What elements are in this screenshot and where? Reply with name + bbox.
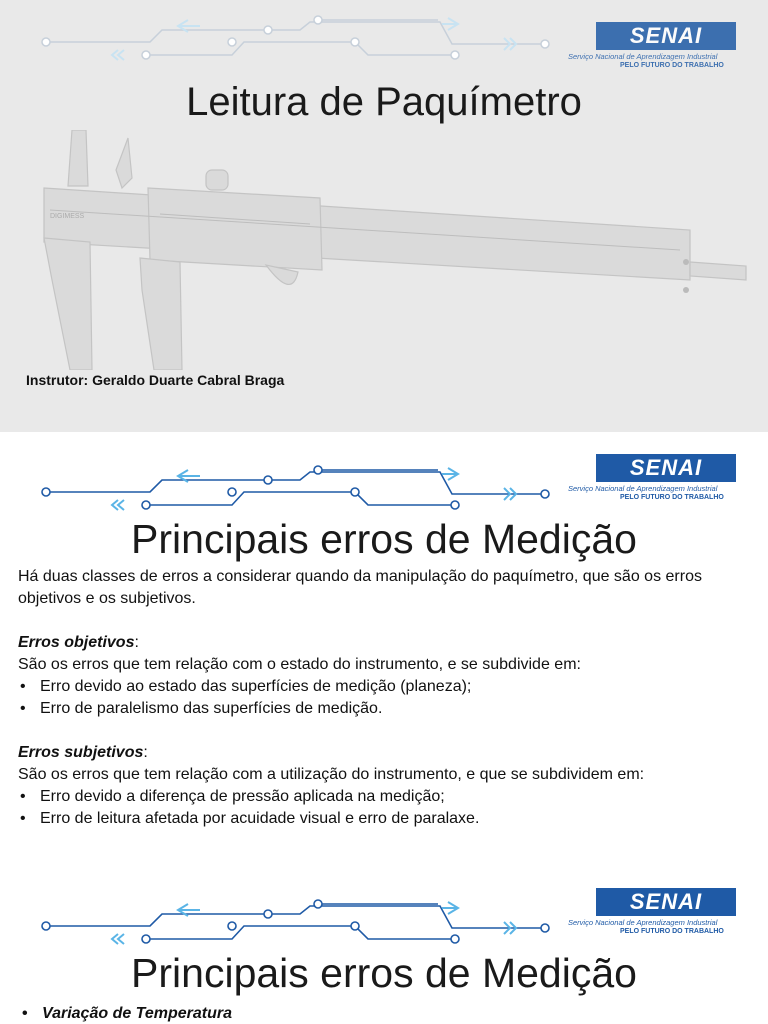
circuit-decoration: [0, 884, 560, 954]
logo-wordmark: SENAI: [596, 454, 736, 482]
slide-3: [0, 864, 768, 1024]
list-item: • Erro devido a diferença de pressão aplicada na medição;: [18, 786, 758, 808]
slide-2-body: [18, 566, 758, 830]
senai-logo: [566, 454, 741, 501]
caliper-brand: DIGIMESS: [50, 213, 85, 220]
intro-paragraph: Há duas classes de erros a considerar quando da manipulação do paquímetro, que são os erros objetivos e os subjetivos.: [18, 568, 702, 607]
objective-description: São os erros que tem relação com o estado do instrumento, e se subdivide em:: [18, 656, 581, 673]
circuit-decoration: [0, 450, 560, 520]
list-item: • Variação de Temperatura: [22, 1005, 232, 1023]
caliper-image: [30, 130, 750, 370]
senai-logo: [566, 888, 741, 935]
slide-1: [0, 0, 768, 432]
circuit-decoration: [0, 0, 560, 70]
logo-wordmark: SENAI: [596, 888, 736, 916]
list-item: • Erro devido ao estado das superfícies de medição (planeza);: [18, 676, 758, 698]
senai-logo: [566, 22, 741, 69]
logo-tagline: PELO FUTURO DO TRABALHO: [620, 494, 724, 501]
logo-subtitle: Serviço Nacional de Aprendizagem Industrial: [568, 52, 718, 61]
instructor-name: Instrutor: Geraldo Duarte Cabral Braga: [26, 372, 285, 388]
slide-2-title: Principais erros de Medição: [131, 516, 637, 562]
list-item: • Erro de leitura afetada por acuidade visual e erro de paralaxe.: [18, 808, 758, 830]
slide-3-title: Principais erros de Medição: [131, 950, 637, 996]
subjective-description: São os erros que tem relação com a utilização do instrumento, e que se subdividem em:: [18, 766, 645, 783]
logo-tagline: PELO FUTURO DO TRABALHO: [620, 928, 724, 935]
objective-heading: Erros objetivos:: [18, 634, 139, 651]
logo-subtitle: Serviço Nacional de Aprendizagem Industrial: [568, 484, 718, 493]
slide-1-title: Leitura de Paquímetro: [186, 80, 582, 124]
subjective-heading: Erros subjetivos:: [18, 744, 148, 761]
list-item: • Erro de paralelismo das superfícies de medição.: [18, 698, 758, 720]
logo-subtitle: Serviço Nacional de Aprendizagem Industrial: [568, 918, 718, 927]
logo-tagline: PELO FUTURO DO TRABALHO: [620, 62, 724, 69]
logo-wordmark: SENAI: [596, 22, 736, 50]
